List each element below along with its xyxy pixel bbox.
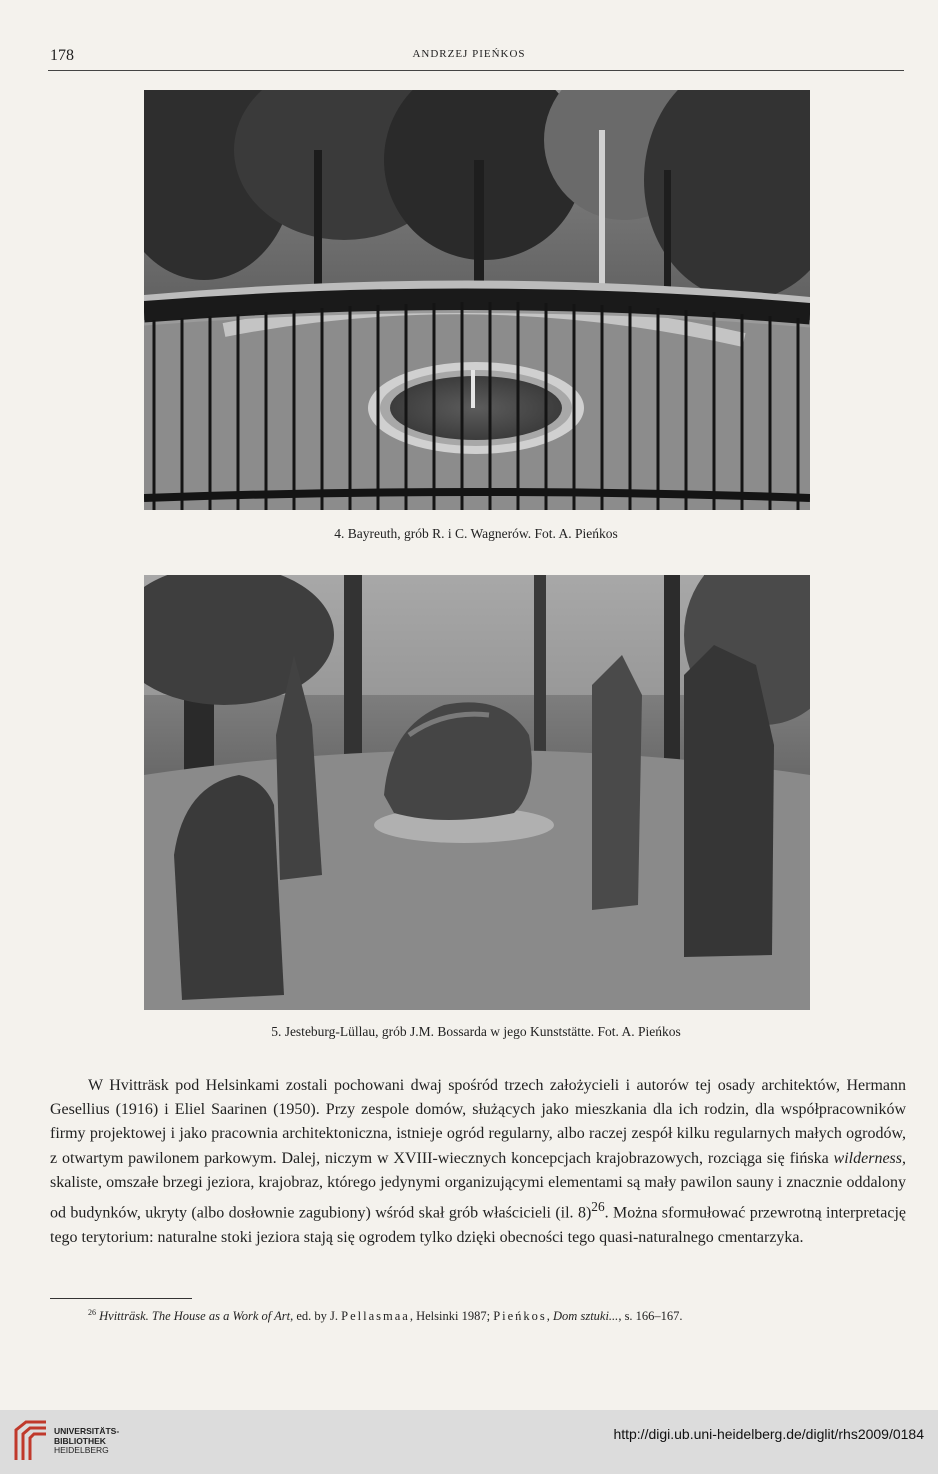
footnote-title: Hvitträsk. The House as a Work of Art [99, 1309, 291, 1324]
photo-jesteburg-bossard-grave [144, 575, 810, 1010]
figure-caption: 5. Jesteburg-Lüllau, grób J.M. Bossarda w jego Kunststätte. Fot. A. Pieńkos [271, 1024, 681, 1039]
footnote-number: 26 [88, 1308, 96, 1317]
footnote-reference[interactable]: 26 [591, 1199, 605, 1215]
figure-caption: 4. Bayreuth, grób R. i C. Wagnerów. Fot. A. Pieńkos [334, 526, 618, 541]
body-text-italic: wilderness [833, 1149, 902, 1167]
footnote-author: Pieńkos [493, 1309, 547, 1324]
logo-line: UNIVERSITÄTS- [54, 1426, 120, 1436]
library-logo-text [54, 1427, 119, 1456]
body-paragraph [50, 1074, 906, 1250]
footer-bar [0, 1410, 938, 1474]
logo-line: HEIDELBERG [54, 1445, 109, 1455]
footnote-text: , [546, 1309, 554, 1324]
footnote-title: Dom sztuki... [553, 1309, 619, 1324]
page-number: 178 [50, 47, 74, 64]
header-rule [48, 70, 904, 71]
footnote-text: , s. 166–167. [618, 1309, 683, 1324]
footnote-text: , ed. by J. [290, 1309, 342, 1324]
body-text-run: W Hvitträsk pod Helsinkami zostali pochowani dwaj spośród trzech założycieli i autorów tej osady architektów, Hermann Gesellius (1916) i Eliel Saarinen (1950). Przy zespole domów, służących jako mieszkania dla ich rodzin, dla współpracowników firmy projektowej i jako pracownia architektoniczna, istnieje ogród regularny, albo raczej zespół kilku regularnych małych ogrodów, z otwartym pawilonem parkowym. Dalej, niczym w XVIII-wiecznych koncepcjach krajobrazowych, rozciąga się fińska [50, 1077, 906, 1167]
footnote-rule [50, 1298, 192, 1299]
footnote [88, 1308, 908, 1324]
logo-line: BIBLIOTHEK [54, 1435, 106, 1446]
body-text-run: , skaliste, omszałe brzegi jeziora, krajobraz, którego jedynymi organizującymi elementami są mały pawilon sauny i znacznie oddalony od budynków, ukryty (albo dosłownie zagubiony) wśród skał grób właścicieli (il. 8) [50, 1149, 906, 1222]
photo-bayreuth-wagner-grave [144, 90, 810, 510]
permalink-url[interactable]: http://digi.ub.uni-heidelberg.de/diglit/rhs2009/0184 [613, 1426, 924, 1442]
footnote-editor: Pellasmaa [341, 1309, 410, 1324]
footnote-text: , Helsinki 1987; [409, 1309, 494, 1324]
library-logo-icon[interactable] [12, 1420, 50, 1462]
running-head: ANDRZEJ PIEŃKOS [412, 48, 526, 60]
body-text-run: . Można sformułować przewrotną interpretację tego terytorium: naturalne stoki jeziora stają się ogrodem tylko dzięki obecności tego quasi-naturalnego cmentarzyka. [50, 1204, 906, 1246]
